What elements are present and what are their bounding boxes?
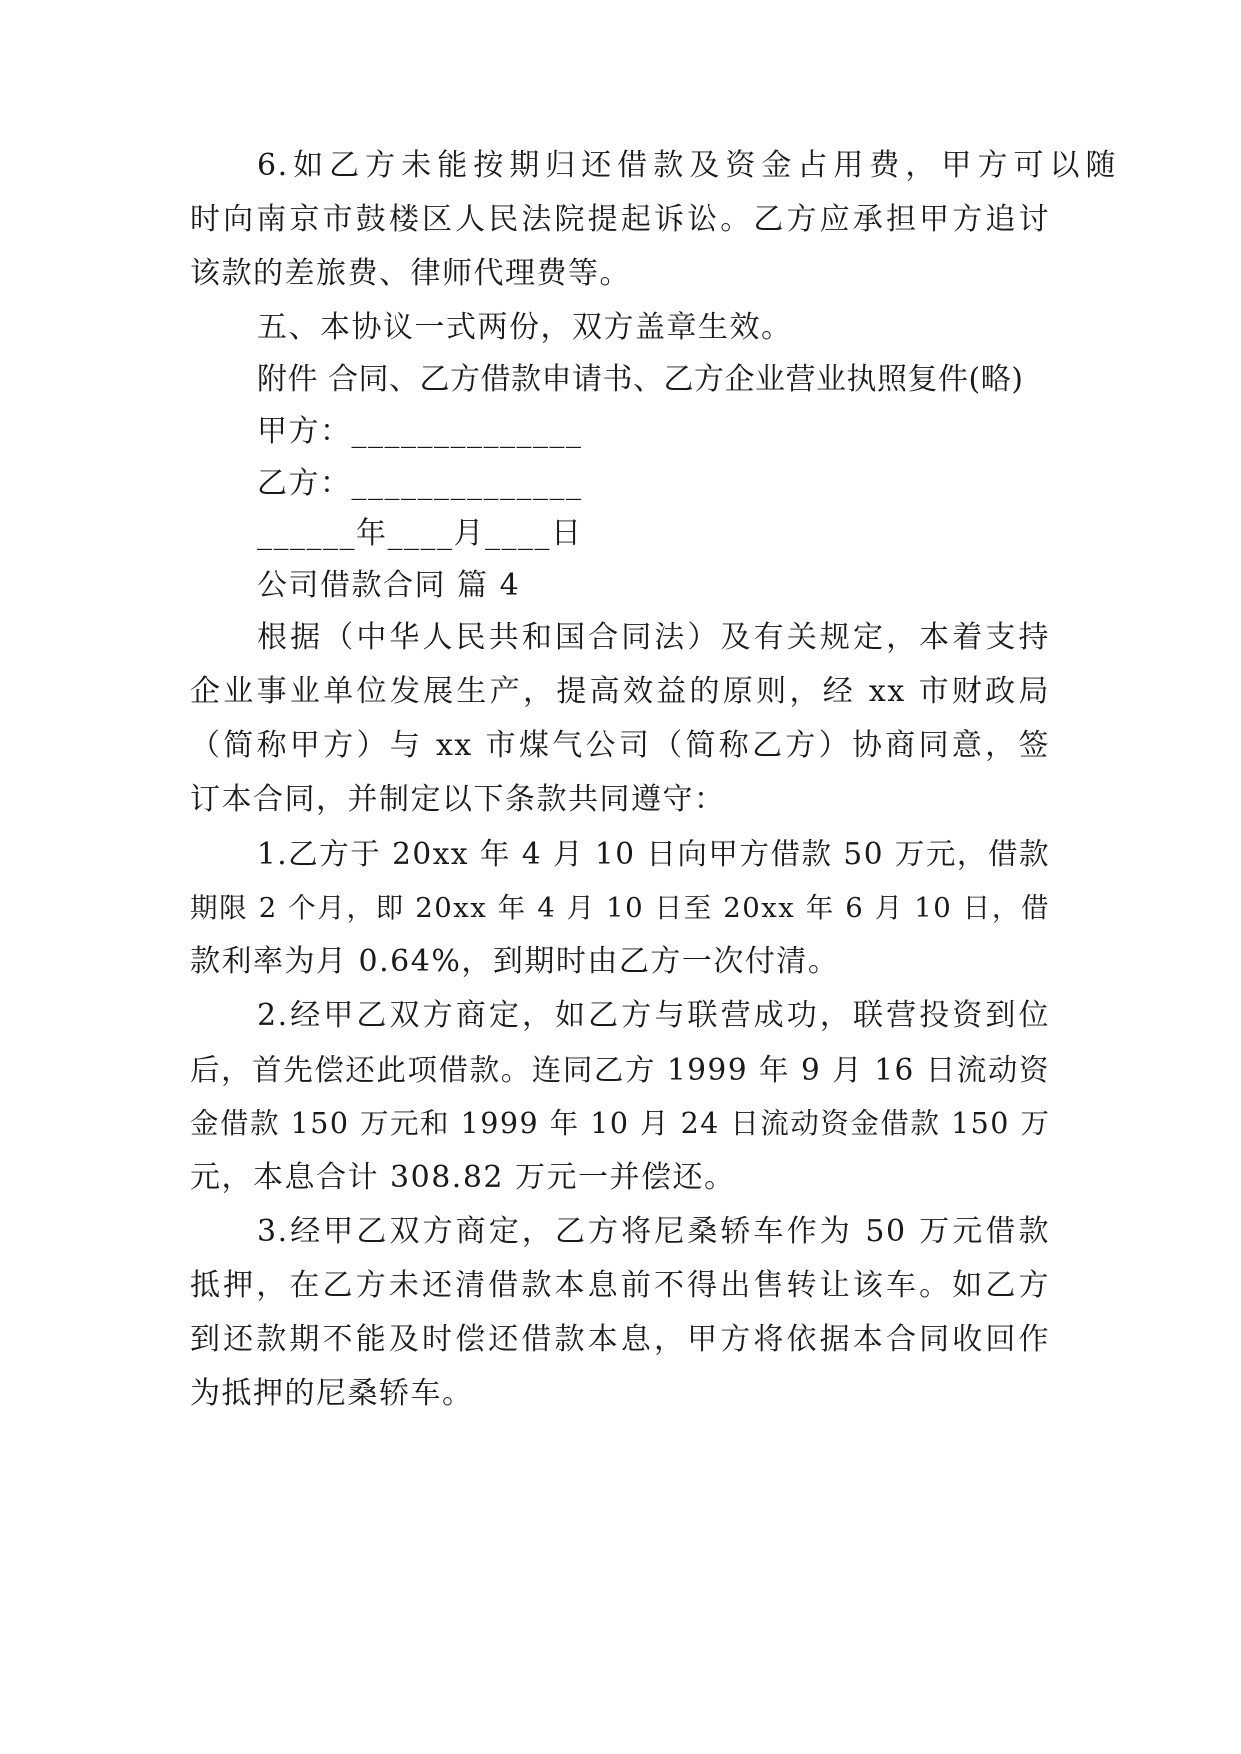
text-line: 3.经甲乙双方商定，乙方将尼桑轿车作为 50 万元借款 bbox=[257, 1214, 1050, 1249]
text-line: 到还款期不能及时偿还借款本息，甲方将依据本合同收回作 bbox=[190, 1322, 1050, 1357]
text-line: （简称甲方）与 xx 市煤气公司（简称乙方）协商同意，签 bbox=[190, 728, 1050, 763]
text-line: 元，本息合计 308.82 万元一并偿还。 bbox=[190, 1160, 736, 1195]
attachment-line: 附件 合同、乙方借款申请书、乙方企业营业执照复件(略) bbox=[257, 362, 1024, 397]
text-line: 根据（中华人民共和国合同法）及有关规定，本着支持 bbox=[257, 620, 1050, 655]
section-heading: 公司借款合同 篇 4 bbox=[257, 568, 521, 603]
text-line: 抵押，在乙方未还清借款本息前不得出售转让该车。如乙方 bbox=[190, 1268, 1050, 1303]
date-line: ______年____月____日 bbox=[257, 516, 583, 551]
text-line: 金借款 150 万元和 1999 年 10 月 24 日流动资金借款 150 万 bbox=[190, 1107, 1051, 1140]
text-line: 款利率为月 0.64%，到期时由乙方一次付清。 bbox=[190, 944, 840, 979]
text-line: 企业事业单位发展生产，提高效益的原则，经 xx 市财政局 bbox=[190, 674, 1050, 709]
text-line: 该款的差旅费、律师代理费等。 bbox=[190, 256, 631, 291]
text-line: 2.经甲乙双方商定，如乙方与联营成功，联营投资到位 bbox=[257, 998, 1050, 1033]
text-line: 五、本协议一式两份，双方盖章生效。 bbox=[257, 310, 793, 345]
text-line: 后，首先偿还此项借款。连同乙方 1999 年 9 月 16 日流动资 bbox=[190, 1053, 1050, 1087]
party-a-signature-line: 甲方：______________ bbox=[257, 414, 583, 449]
party-b-signature-line: 乙方：______________ bbox=[257, 466, 583, 501]
text-line: 1.乙方于 20xx 年 4 月 10 日向甲方借款 50 万元，借款 bbox=[257, 837, 1050, 871]
text-line: 订本合同，并制定以下条款共同遵守： bbox=[190, 782, 726, 817]
text-line: 为抵押的尼桑轿车。 bbox=[190, 1376, 474, 1411]
text-line: 期限 2 个月，即 20xx 年 4 月 10 日至 20xx 年 6 月 10 日，借 bbox=[190, 892, 1050, 924]
text-line: 时向南京市鼓楼区人民法院提起诉讼。乙方应承担甲方追讨 bbox=[190, 202, 1050, 237]
text-line: 6.如乙方未能按期归还借款及资金占用费，甲方可以随 bbox=[257, 148, 1117, 183]
